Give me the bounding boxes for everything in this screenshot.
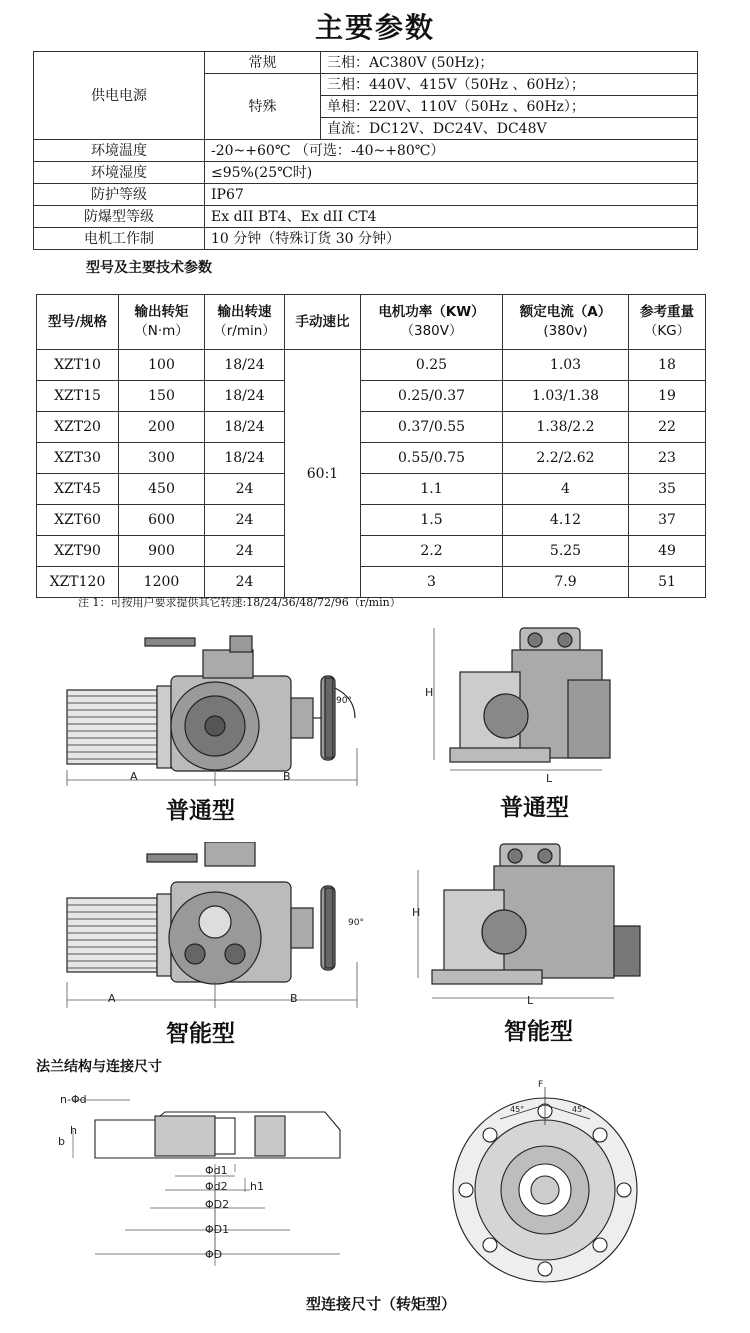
table-cell: XZT120 [37,567,119,598]
table-cell: 0.37/0.55 [361,412,503,443]
table-cell: 450 [119,474,205,505]
table-cell: 1200 [119,567,205,598]
table-cell: 49 [629,536,706,567]
page-title: 主要参数 [314,11,435,44]
models-header-sub: (380v) [543,323,588,339]
models-title: 型号及主要技术参数 [86,260,212,276]
table-cell: XZT90 [37,536,119,567]
dim-l-label-smart: L [527,994,534,1007]
spec-label: 环境湿度 [34,162,205,184]
table-cell: XZT20 [37,412,119,443]
spec-value: -20~+60℃ （可选：-40~+80℃） [205,140,698,162]
dim-b-label-smart: B [290,992,298,1005]
models-header-main: 电机功率（KW） [378,304,485,320]
table-cell: 4.12 [503,505,629,536]
table-cell: 1.1 [361,474,503,505]
table-cell: 3 [361,567,503,598]
models-header-main: 输出转速 [217,304,272,320]
special-value: 单相：220V、110V（50Hz 、60Hz）； [321,96,698,118]
flange-h-label: h [70,1124,77,1137]
table-cell: 24 [205,474,285,505]
flange-D-label: ΦD [205,1248,223,1261]
flange-D2-label: ΦD2 [205,1198,230,1211]
normal-caption-right: 普通型 [500,794,569,821]
flange-title: 法兰结构与连接尺寸 [36,1059,162,1075]
models-header-main: 手动速比 [295,313,350,330]
table-cell: 2.2 [361,536,503,567]
table-cell: 18/24 [205,350,285,381]
table-cell: 18/24 [205,443,285,474]
bottom-caption: 型连接尺寸（转矩型） [306,1295,457,1313]
models-header-cell [285,295,361,350]
flange-f-label: F [538,1080,544,1090]
spec-value: IP67 [205,184,698,206]
models-header-sub: （KG） [643,323,691,339]
flange-d2-label: Φd2 [205,1180,228,1193]
power-label: 供电电源 [34,52,205,140]
table-cell: 24 [205,567,285,598]
table-cell: 300 [119,443,205,474]
table-cell: 100 [119,350,205,381]
spec-label: 电机工作制 [34,228,205,250]
table-cell: 18 [629,350,706,381]
models-header-main: 参考重量 [640,304,694,320]
models-header-cell [205,295,285,350]
models-header-cell [361,295,503,350]
special-label: 特殊 [205,74,321,140]
flange-plan-drawing [440,1085,650,1285]
table-cell: 1.03/1.38 [503,381,629,412]
flange-h1-label: h1 [250,1180,264,1193]
table-row [37,381,706,412]
smart-front-drawing [408,840,648,1010]
dim-a-label-smart: A [108,992,116,1005]
dim-l-label: L [546,772,553,785]
models-header-main: 输出转矩 [134,304,189,320]
table-cell: 600 [119,505,205,536]
models-header-cell [503,295,629,350]
table-cell: 18/24 [205,412,285,443]
dim-h-label: H [425,686,434,699]
table-row [37,536,706,567]
special-value: 直流：DC12V、DC24V、DC48V [321,118,698,140]
models-header-cell [37,295,119,350]
dim-a-label: A [130,770,138,783]
speed-note: 注 1：可按用户要求提供其它转速:18/24/36/48/72/96（r/min） [78,596,401,609]
smart-side-drawing [55,842,375,1012]
table-cell: 0.55/0.75 [361,443,503,474]
models-table [36,294,706,598]
table-cell: 0.25 [361,350,503,381]
spec-value: Ex dII BT4、Ex dII CT4 [205,206,698,228]
table-cell: 51 [629,567,706,598]
table-cell: 23 [629,443,706,474]
special-value: 三相：440V、415V（50Hz 、60Hz）； [321,74,698,96]
models-header-sub: （r/min） [213,323,276,339]
table-cell: XZT10 [37,350,119,381]
table-cell: 18/24 [205,381,285,412]
spec-value: ≤95%(25℃时) [205,162,698,184]
table-cell: 1.03 [503,350,629,381]
normal-front-drawing [420,620,620,780]
spec-label: 防爆型等级 [34,206,205,228]
table-row [37,567,706,598]
flange-nd-label: n-Φd [60,1093,87,1106]
angle-label: 90° [336,696,352,706]
manual-ratio-cell: 60:1 [285,350,361,598]
table-cell: 24 [205,536,285,567]
spec-label: 防护等级 [34,184,205,206]
table-cell: XZT15 [37,381,119,412]
angle-label-smart: 90° [348,918,364,928]
table-row [37,505,706,536]
models-header-cell [119,295,205,350]
table-cell: 1.5 [361,505,503,536]
models-header-cell [629,295,706,350]
table-cell: 24 [205,505,285,536]
table-row [37,443,706,474]
table-row [37,412,706,443]
models-header-sub: （380V） [400,323,463,339]
table-cell: 900 [119,536,205,567]
models-header-main: 额定电流（A） [519,304,612,320]
flange-angle-left: 45° [510,1105,525,1114]
flange-b-label: b [58,1135,65,1148]
table-cell: 35 [629,474,706,505]
table-cell: 5.25 [503,536,629,567]
models-header-main: 型号/规格 [48,313,107,330]
spec-label: 环境温度 [34,140,205,162]
table-cell: 0.25/0.37 [361,381,503,412]
smart-caption-left: 智能型 [166,1020,235,1047]
table-row [37,350,706,381]
models-header-sub: （N·m） [134,323,189,339]
dim-b-label: B [283,770,291,783]
normal-value: 三相：AC380V (50Hz)； [321,52,698,74]
flange-angle-right: 45° [572,1105,587,1114]
table-cell: 150 [119,381,205,412]
table-cell: XZT30 [37,443,119,474]
table-cell: XZT45 [37,474,119,505]
table-cell: 2.2/2.62 [503,443,629,474]
normal-side-drawing [55,628,375,788]
flange-d1-label: Φd1 [205,1164,228,1177]
table-row [37,474,706,505]
smart-caption-right: 智能型 [504,1018,573,1045]
table-cell: 4 [503,474,629,505]
spec-table [33,51,698,250]
table-cell: 1.38/2.2 [503,412,629,443]
table-cell: 37 [629,505,706,536]
spec-value: 10 分钟（特殊订货 30 分钟） [205,228,698,250]
normal-label: 常规 [205,52,321,74]
table-cell: 19 [629,381,706,412]
table-cell: 200 [119,412,205,443]
table-cell: 22 [629,412,706,443]
dim-h-label-smart: H [412,906,421,919]
flange-D1-label: ΦD1 [205,1223,230,1236]
normal-caption-left: 普通型 [166,797,235,824]
table-cell: XZT60 [37,505,119,536]
table-cell: 7.9 [503,567,629,598]
